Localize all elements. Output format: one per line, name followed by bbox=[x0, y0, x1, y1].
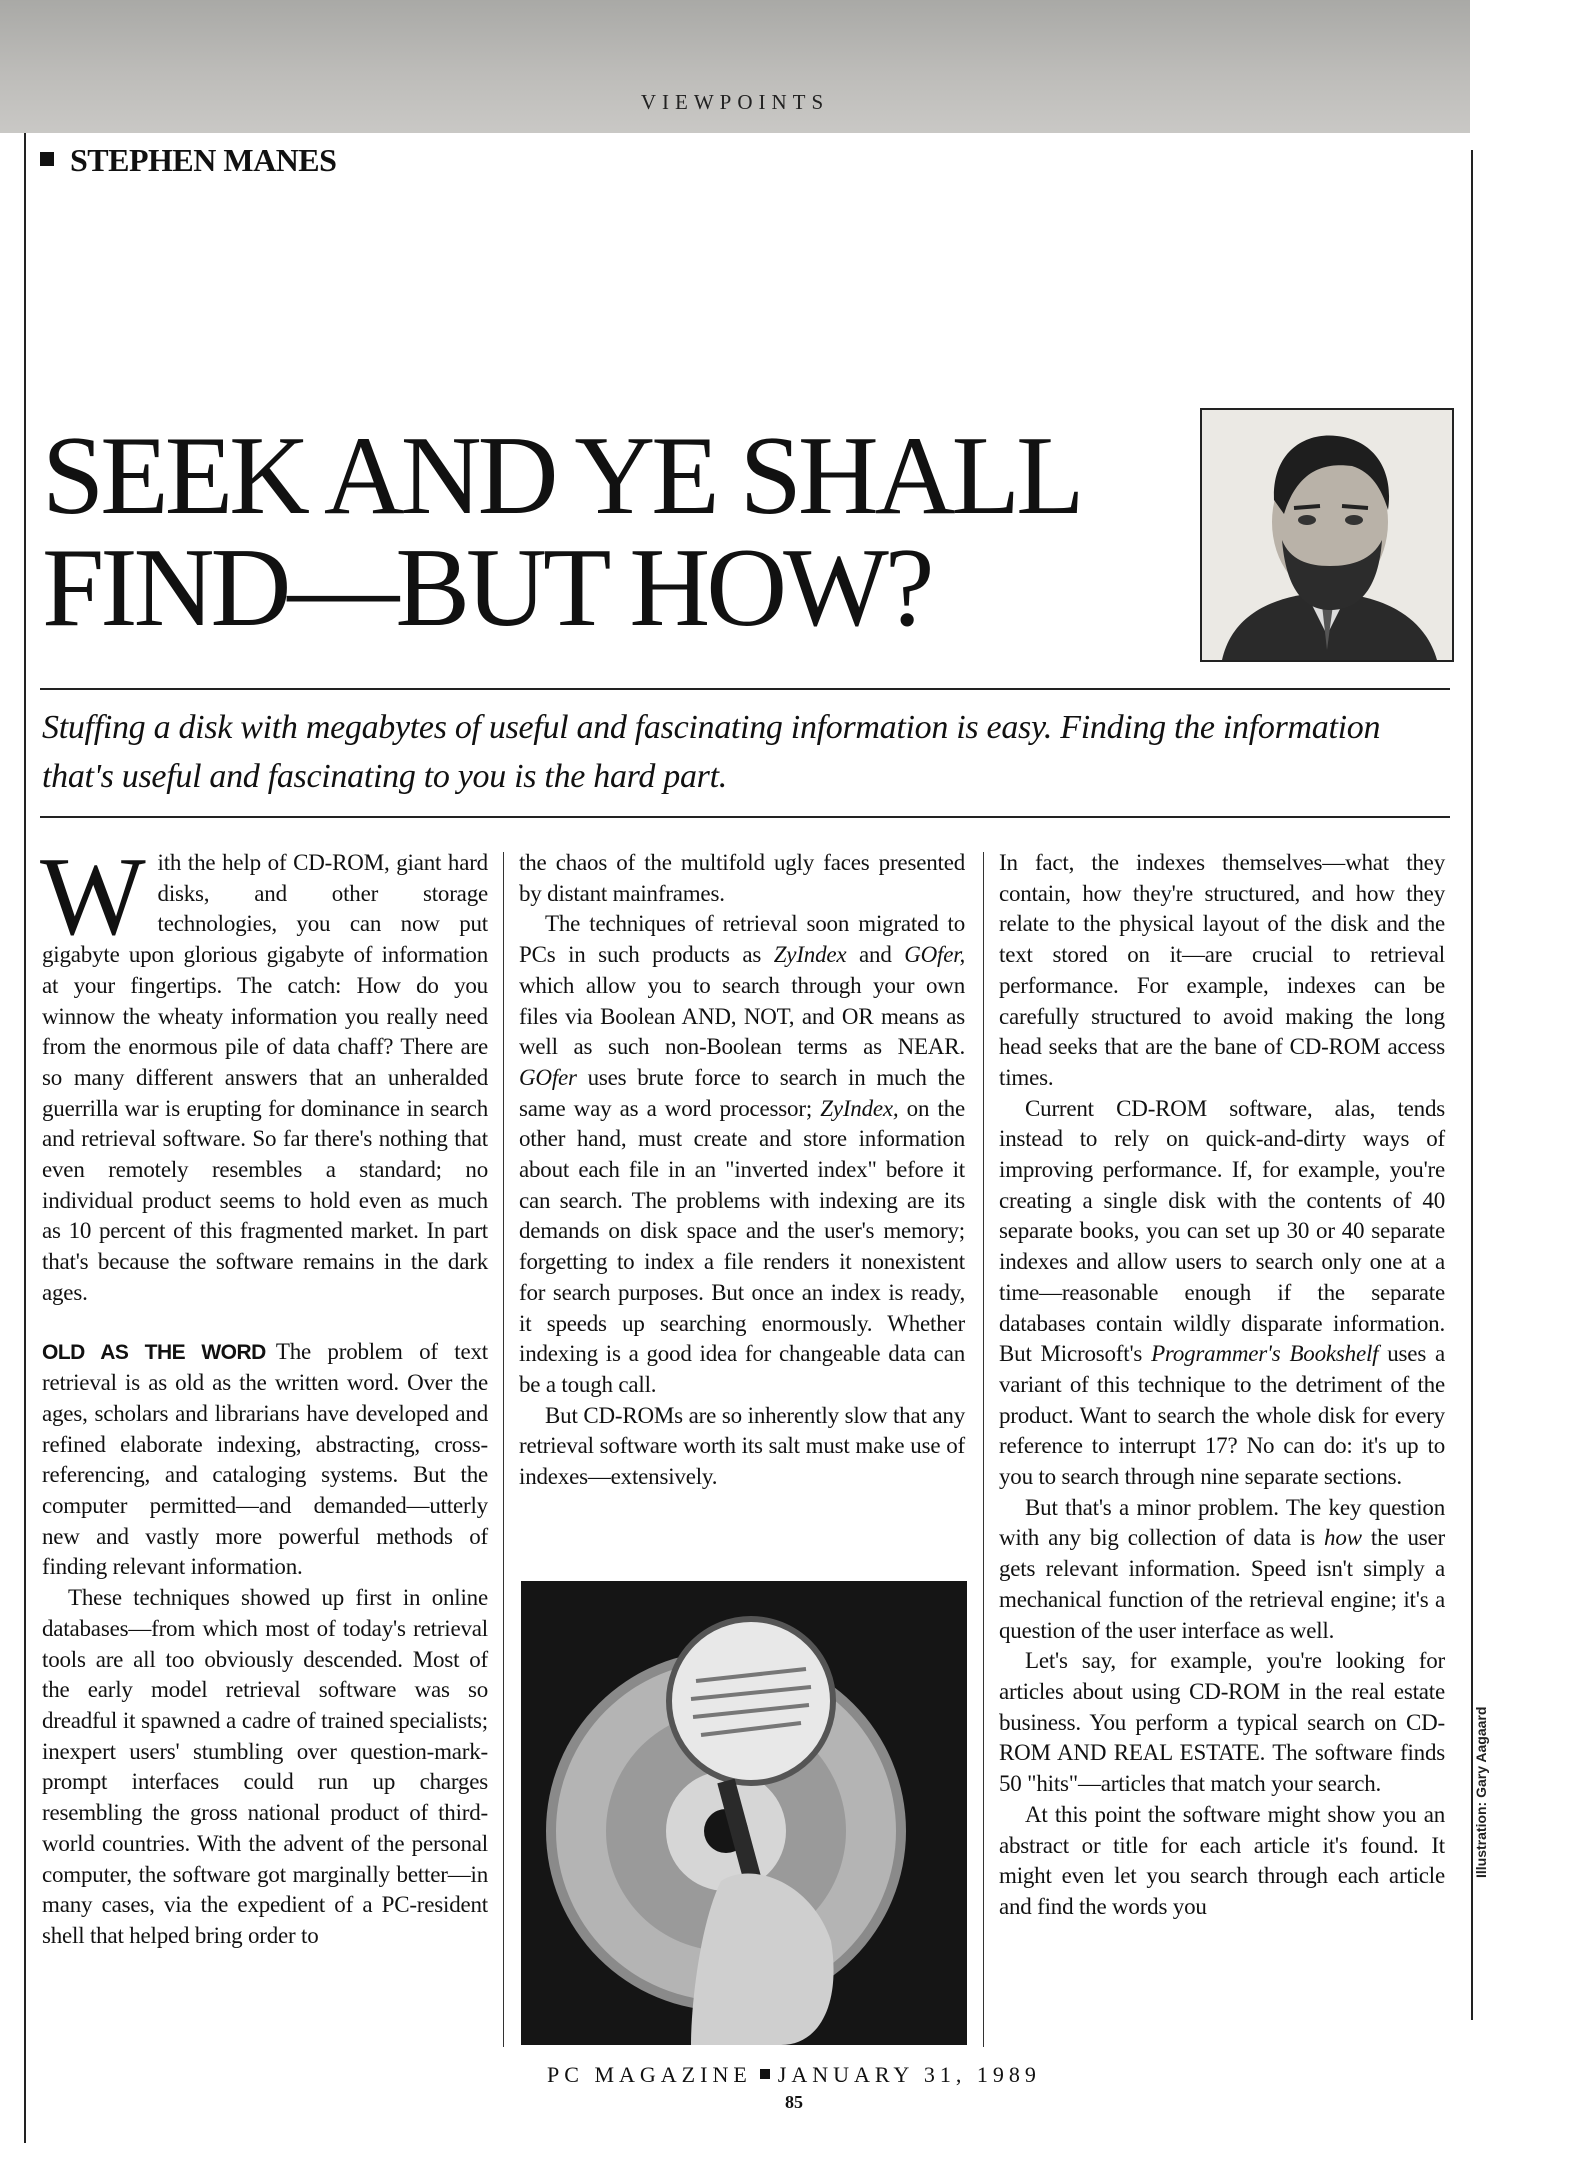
portrait-illustration bbox=[1202, 410, 1452, 660]
column-3 bbox=[999, 848, 1445, 1923]
deck-rule-bottom bbox=[40, 816, 1450, 818]
deck-rule-top bbox=[40, 688, 1450, 690]
paragraph: But CD-ROMs are so inherently slow that any retrieval software worth its salt must make use of indexes—extensively. bbox=[519, 1402, 965, 1490]
paragraph: The techniques of retrieval soon migrated to PCs in such products as ZyIndex and GOfer, which allow you to search through your own files via Boolean AND, NOT, and OR means as well as such non-Boolean terms as NEAR. GOfer uses brute force to search in much the same way as a word processor; ZyIndex, on the other hand, must create and store information about each file in an "inverted index" before it can search. The problems with indexing are its demands on disk space and the user's memory; forgetting to index a file renders it nonexistent for search purposes. But once an index is ready, it speeds up searching enormously. Whether indexing is a good idea for changeable data can be a tough call. bbox=[519, 911, 965, 1397]
author-name: STEPHEN MANES bbox=[70, 142, 337, 178]
paragraph: At this point the software might show you an abstract or title for each article it's found. It might even let you search through each article and find the words you bbox=[999, 1801, 1445, 1919]
title-line-1: SEEK AND YE SHALL bbox=[42, 414, 1081, 538]
author-portrait bbox=[1200, 408, 1454, 662]
column-rule-1 bbox=[503, 852, 504, 2047]
title-line-2: FIND—BUT HOW? bbox=[42, 526, 931, 650]
paragraph: In fact, the indexes themselves—what they contain, how they're structured, and how they relate to the physical layout of the disk and the text stored on it—are crucial to retrieval performance. For example, indexes can be carefully structured to avoid making the long head seeks that are the bane of CD-ROM access times. bbox=[999, 850, 1445, 1090]
paragraph-old-as-the-word: OLD AS THE WORD The problem of text retrieval is as old as the written word. Over the ages, scholars and librarians have developed and refined elaborate indexing, abstracting, cross-referencing, and cataloging systems. But the computer permitted—and demanded—utterly new and vastly more powerful methods of finding relevant information. bbox=[42, 1338, 488, 1580]
footer-magazine: PC MAGAZINE bbox=[547, 2062, 752, 2087]
column-1 bbox=[40, 835, 488, 1952]
article-deck: Stuffing a disk with megabytes of useful and fascinating information is easy. Finding the information that's useful and fascinating to you is the hard part. bbox=[42, 709, 1381, 795]
illustration-credit: Illustration: Gary Aagaard bbox=[1473, 1706, 1489, 1878]
paragraph-intro: With the help of CD-ROM, giant hard disks, and other storage technologies, you can now put gigabyte upon glorious gigabyte of information at your fingertips. The catch: How do you winnow the wheaty information you really need from the enormous pile of data chaff? There are so many different answers that an unheralded guerrilla war is erupting for dominance in search and retrieval software. So far there's nothing that even remotely resembles a standard; no individual product seems to hold even as much as 10 percent of this fragmented market. In part that's because the software remains in the dark ages. bbox=[40, 835, 488, 1305]
paragraph: Let's say, for example, you're looking for articles about using CD-ROM in the real estate business. You perform a typical search on CD-ROM AND REAL ESTATE. The software finds 50 "hits"—articles that match your search. bbox=[999, 1648, 1445, 1797]
author-byline bbox=[40, 142, 336, 179]
cd-magnifier-photo bbox=[521, 1581, 967, 2045]
footer-separator-icon bbox=[760, 2069, 770, 2079]
paragraph: These techniques showed up first in online databases—from which most of today's retrieval tools are all too obviously descended. Most of the early model retrieval software was so dreadful it spawned a cadre of trained specialists; inexpert users' stumbling over question-mark-prompt interfaces could run up charges resembling the gross national product of third-world countries. With the advent of the personal computer, the software got marginally better—in many cases, via the expedient of a PC-resident shell that helped bring order to bbox=[42, 1585, 488, 1948]
article-title bbox=[42, 414, 1192, 650]
left-margin-rule bbox=[24, 133, 26, 2143]
paragraph: the chaos of the multifold ugly faces presented by distant mainframes. bbox=[519, 850, 965, 906]
footer-date: JANUARY 31, 1989 bbox=[777, 2062, 1041, 2087]
page-footer bbox=[0, 2062, 1588, 2088]
page-number: 85 bbox=[785, 2092, 803, 2112]
cd-illustration bbox=[521, 1581, 967, 2045]
drop-cap: W bbox=[40, 835, 146, 959]
column-2 bbox=[519, 848, 965, 1493]
section-label: VIEWPOINTS bbox=[640, 90, 830, 114]
column-rule-2 bbox=[983, 852, 984, 2047]
paragraph: But that's a minor problem. The key question with any big collection of data is how the user gets relevant information. Speed isn't simply a mechanical function of the retrieval engine; it's a question of the user interface as well. bbox=[999, 1494, 1446, 1643]
bullet-icon bbox=[40, 152, 54, 166]
subhead: OLD AS THE WORD bbox=[42, 1340, 266, 1364]
paragraph: Current CD-ROM software, alas, tends instead to rely on quick-and-dirty ways of improving performance. If, for example, you're creating a single disk with the contents of 40 separate books, you can set up 30 or 40 separate indexes and allow users to search only one at a time—reasonable enough if the separate databases contain wildly disparate information. But Microsoft's Programmer's Bookshelf uses a variant of this technique to the detriment of the product. Want to search the whole disk for every reference to interrupt 17? No can do: it's up to you to search through nine separate sections. bbox=[999, 1095, 1445, 1490]
